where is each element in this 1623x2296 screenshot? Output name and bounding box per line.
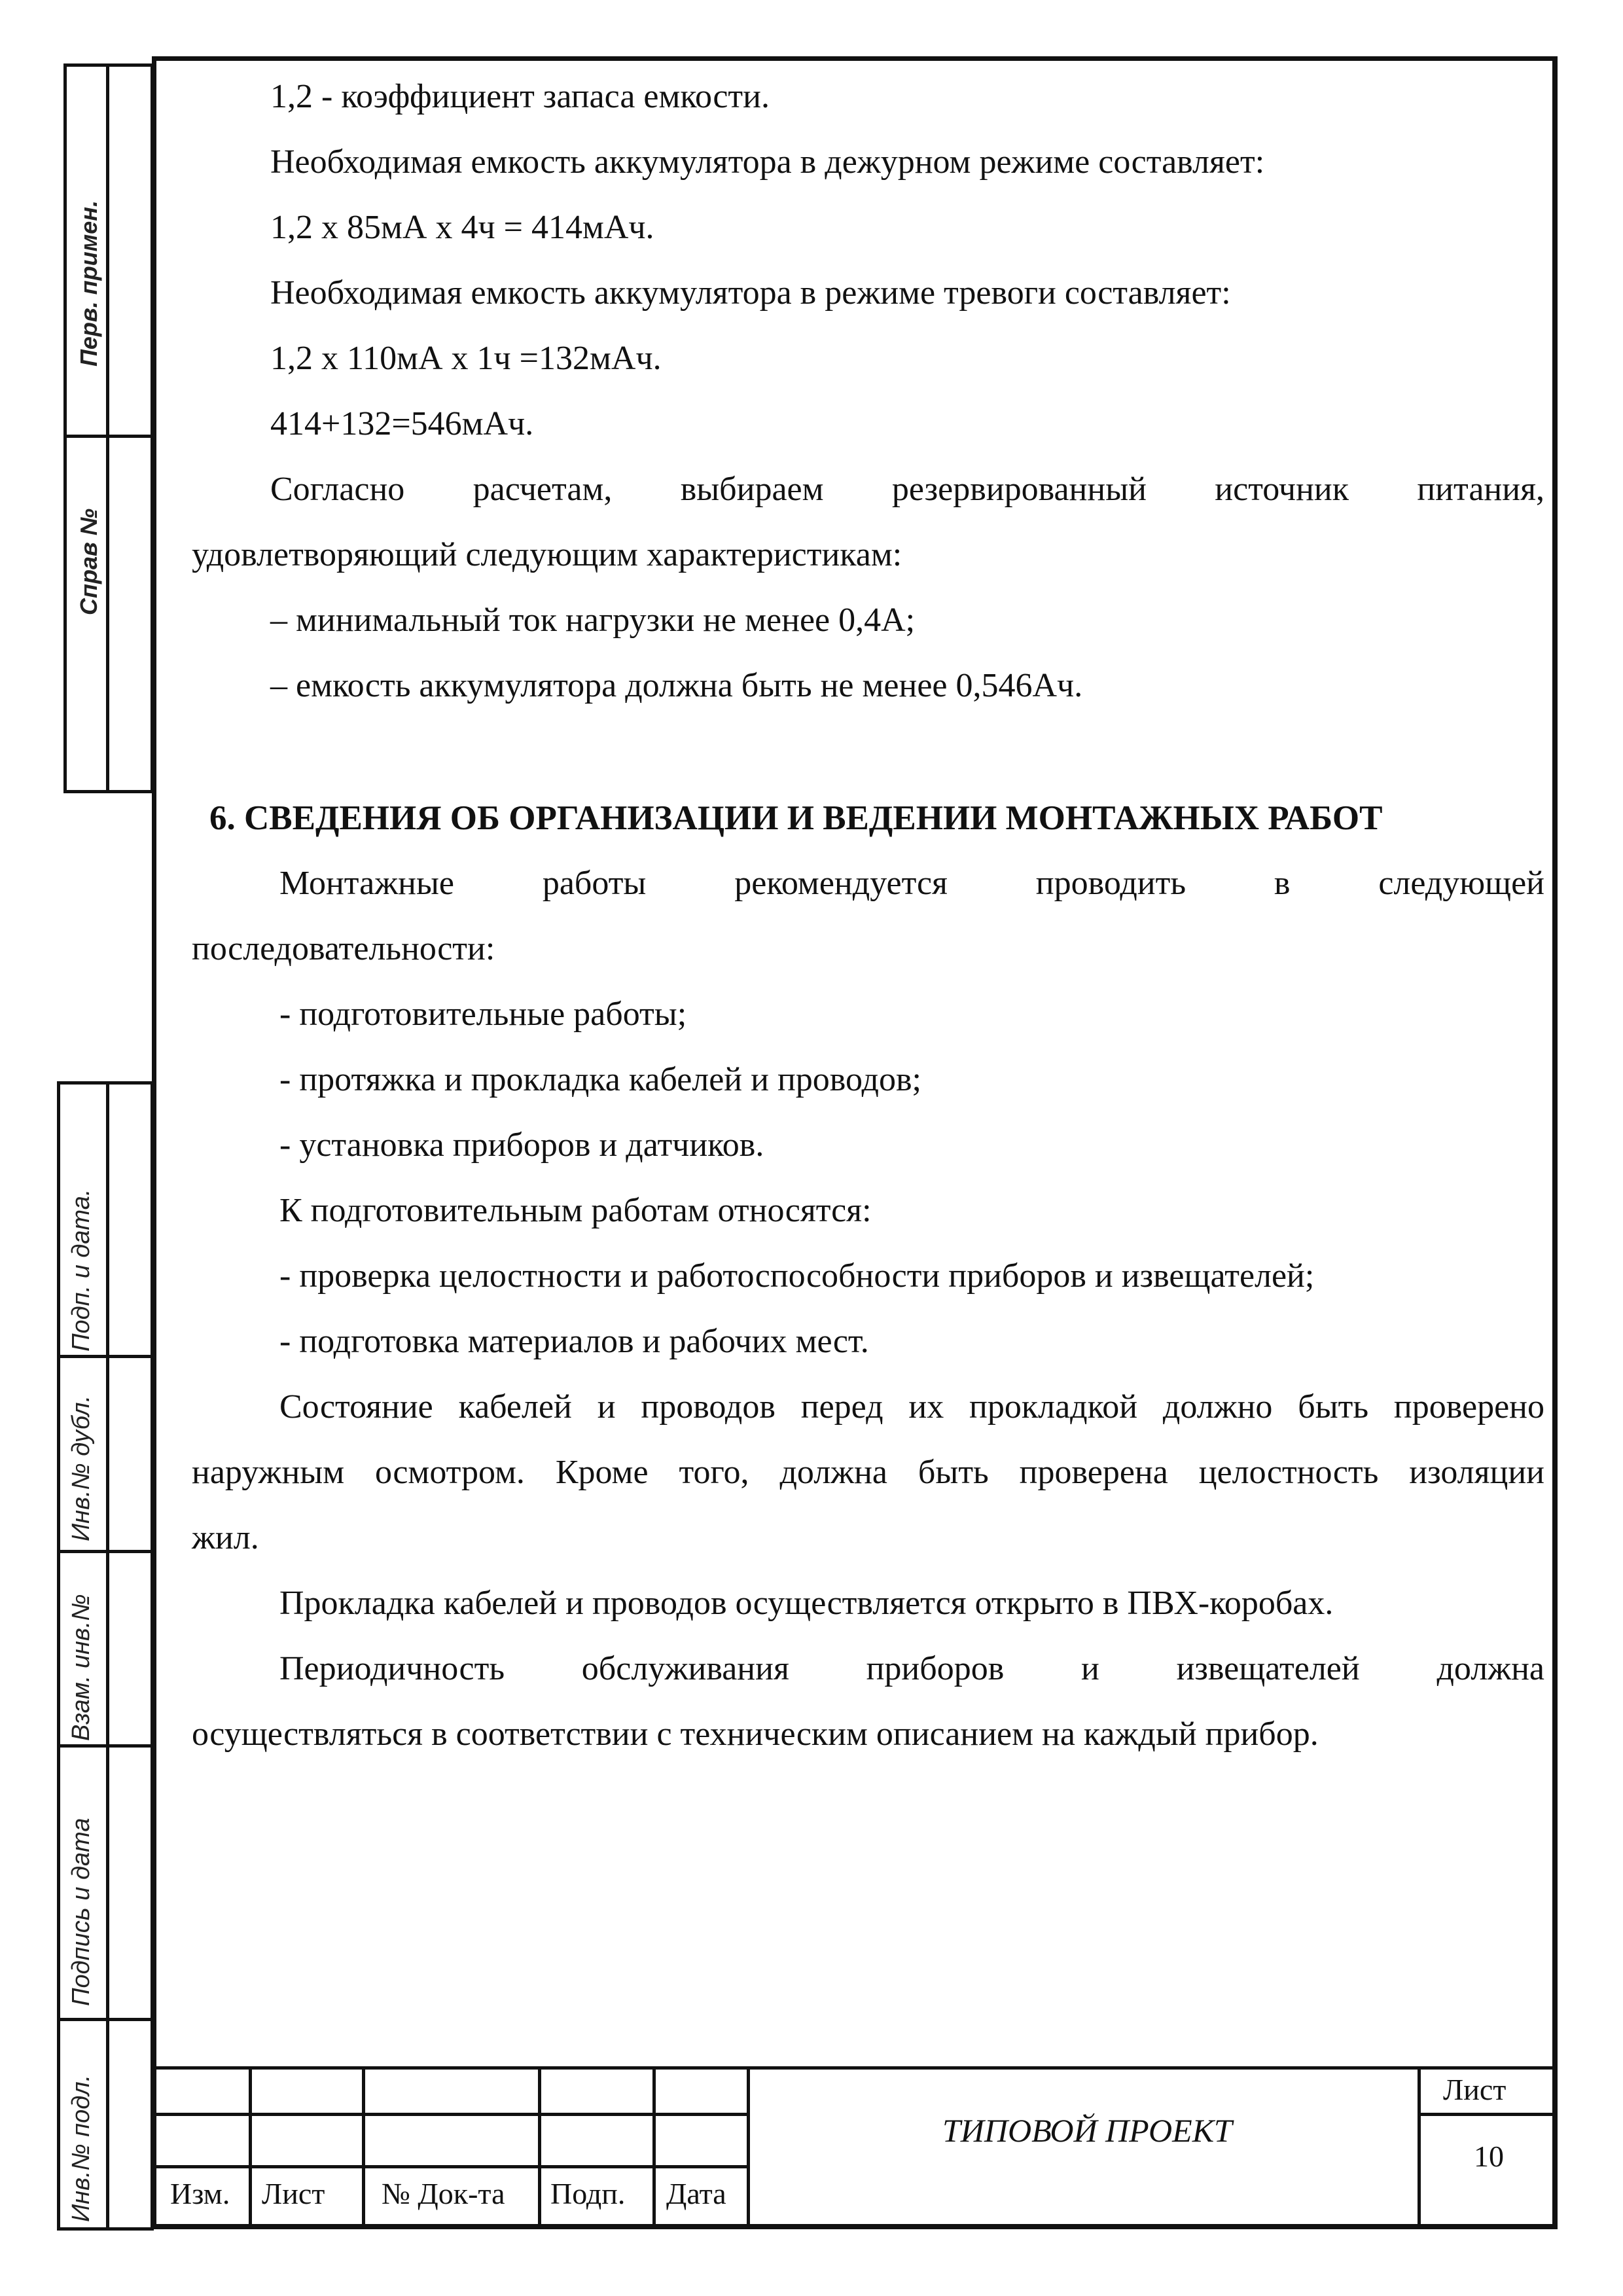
margin-bottom-divider-vertical: [106, 1081, 109, 2231]
list-item-cable-laying: - протяжка и прокладка кабелей и проводов;: [279, 1061, 921, 1098]
margin-divider-2: [57, 1550, 154, 1553]
col-header-doc-no: № Док-та: [382, 2177, 505, 2210]
list-item-integrity-check: - проверка целостности и работоспособности приборов и извещателей;: [279, 1257, 1315, 1295]
inv-no-podl-label: Инв.№ подл.: [67, 2074, 95, 2222]
paragraph-power-source-line1: Согласно расчетам, выбираем резервированный источник питания,: [270, 471, 1544, 508]
paragraph-cable-inspection-line3: жил.: [192, 1519, 259, 1556]
vzam-inv-no-label: Взам. инв.№: [67, 1594, 95, 1741]
margin-divider-4: [57, 2018, 154, 2021]
title-block-col-divider-6: [1418, 2066, 1421, 2229]
text-preparatory-intro: К подготовительным работам относятся:: [279, 1192, 872, 1229]
section-6-intro-line1: Монтажные работы рекомендуется проводить в следующей: [279, 865, 1544, 902]
sprav-no-label: Справ №: [75, 508, 102, 615]
inv-no-dubl-label: Инв.№ дубл.: [67, 1395, 95, 1541]
section-6-intro-line2: последовательности:: [192, 930, 495, 967]
paragraph-power-source-line2: удовлетворяющий следующим характеристикам:: [192, 536, 902, 573]
col-header-data: Дата: [666, 2177, 726, 2210]
paragraph-maintenance-line2: осуществляться в соответствии с техническим описанием на каждый прибор.: [192, 1715, 1319, 1753]
project-title: ТИПОВОЙ ПРОЕКТ: [942, 2112, 1232, 2149]
margin-divider-1: [57, 1355, 154, 1358]
formula-total: 414+132=546мАч.: [270, 405, 534, 442]
margin-top-divider-horizontal: [63, 435, 154, 438]
col-header-podp: Подп.: [550, 2177, 626, 2210]
list-item-preparatory-works: - подготовительные работы;: [279, 996, 687, 1033]
requirement-min-current: – минимальный ток нагрузки не менее 0,4А;: [270, 601, 916, 639]
paragraph-maintenance-line1: Периодичность обслуживания приборов и извещателей должна: [279, 1650, 1544, 1687]
list-item-device-installation: - установка приборов и датчиков.: [279, 1126, 764, 1164]
podp-i-data-label: Подп. и дата.: [67, 1189, 95, 1352]
paragraph-cable-inspection-line1: Состояние кабелей и проводов перед их прокладкой должно быть проверено: [279, 1388, 1544, 1426]
text-capacity-coefficient: 1,2 - коэффициент запаса емкости.: [270, 78, 770, 115]
paragraph-cable-laying-method: Прокладка кабелей и проводов осуществляется открыто в ПВХ-коробах.: [279, 1585, 1334, 1622]
formula-standby: 1,2 х 85мА х 4ч = 414мАч.: [270, 209, 654, 246]
title-block-col-divider-5: [747, 2066, 750, 2229]
list-item-materials-prep: - подготовка материалов и рабочих мест.: [279, 1323, 869, 1360]
section-6-heading: 6. СВЕДЕНИЯ ОБ ОРГАНИЗАЦИИ И ВЕДЕНИИ МОНТАЖНЫХ РАБОТ: [209, 799, 1383, 837]
sheet-label: Лист: [1443, 2073, 1507, 2106]
title-block-row2-divider: [152, 2165, 750, 2168]
margin-divider-3: [57, 1744, 154, 1748]
title-block-sheet-divider: [1418, 2113, 1558, 2116]
sheet-number: 10: [1474, 2140, 1504, 2173]
title-block-col-divider-3: [538, 2066, 541, 2229]
col-header-izm: Изм.: [170, 2177, 230, 2210]
title-block-row1-divider: [152, 2113, 750, 2116]
text-standby-capacity-intro: Необходимая емкость аккумулятора в дежурном режиме составляет:: [270, 143, 1265, 181]
col-header-list: Лист: [262, 2177, 325, 2210]
title-block-col-divider-2: [362, 2066, 365, 2229]
title-block-col-divider-1: [249, 2066, 252, 2229]
requirement-battery-capacity: – емкость аккумулятора должна быть не менее 0,546Ач.: [270, 667, 1083, 704]
title-block-col-divider-4: [652, 2066, 656, 2229]
podpis-i-data-label: Подпись и дата: [67, 1818, 95, 2006]
perv-primen-label: Перв. примен.: [75, 200, 102, 367]
formula-alarm: 1,2 х 110мА х 1ч =132мАч.: [270, 340, 662, 377]
paragraph-cable-inspection-line2: наружным осмотром. Кроме того, должна быть проверена целостность изоляции: [192, 1454, 1544, 1491]
text-alarm-capacity-intro: Необходимая емкость аккумулятора в режиме тревоги составляет:: [270, 274, 1231, 312]
margin-top-divider-vertical: [106, 63, 109, 793]
